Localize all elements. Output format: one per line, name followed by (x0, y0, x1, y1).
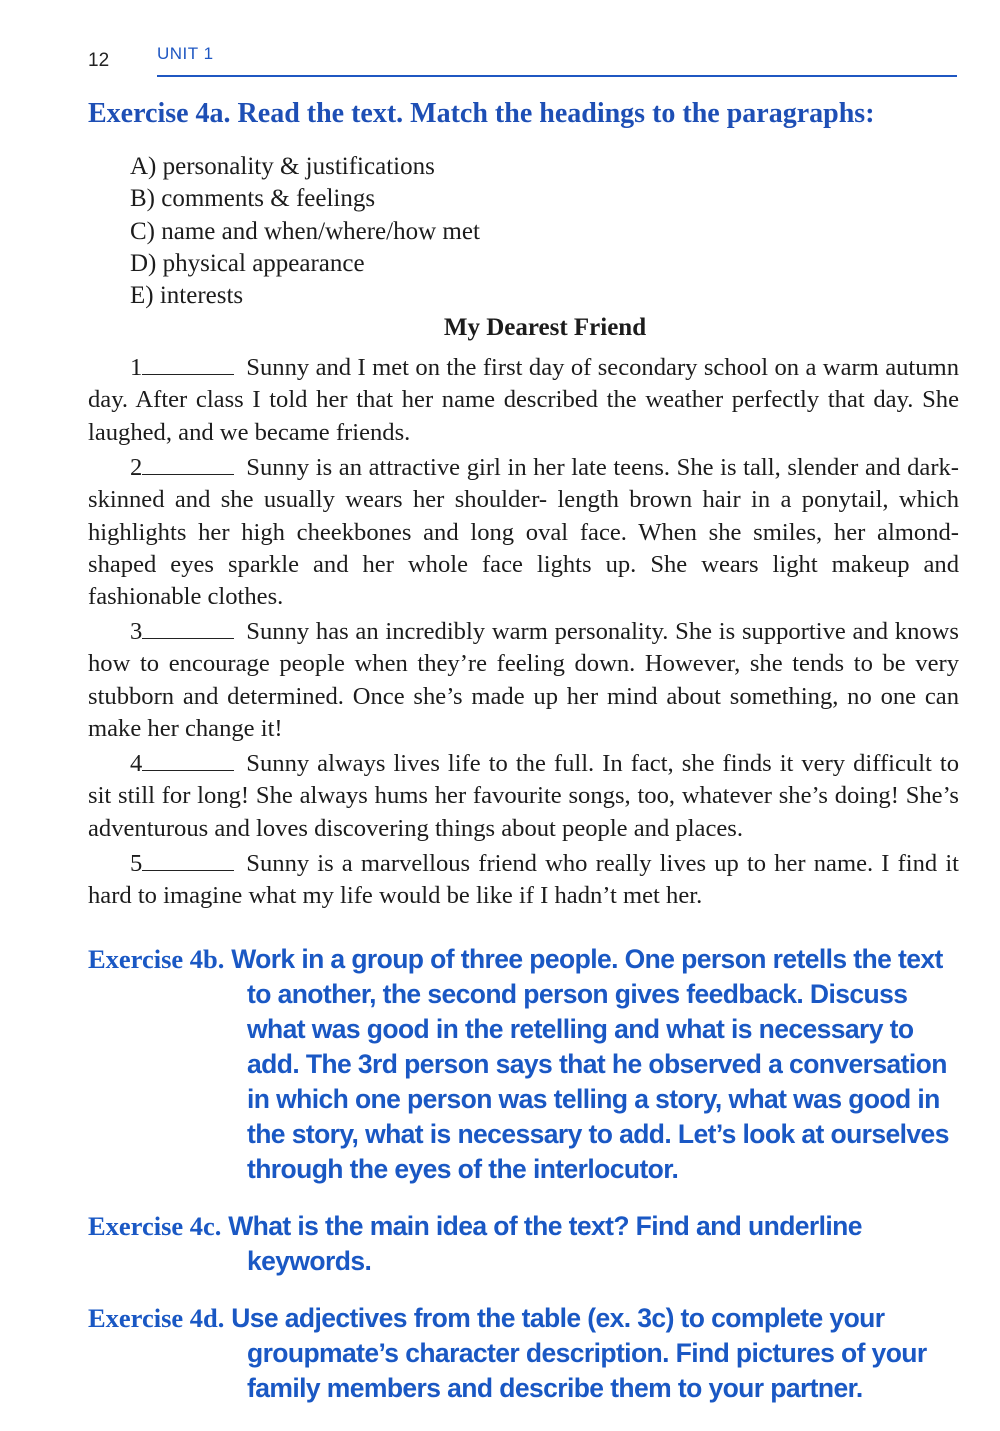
paragraph-number: 3 (130, 618, 143, 645)
unit-label: UNIT 1 (157, 44, 214, 63)
paragraph-4 (88, 748, 959, 845)
paragraph-1 (88, 352, 959, 449)
paragraph-number: 4 (130, 750, 143, 777)
header-rule (157, 75, 957, 77)
exercise-4b-label: Exercise 4b. (88, 944, 225, 974)
heading-option-a: A) personality & justifications (130, 153, 435, 180)
paragraph-text: Sunny is an attractive girl in her late teens. She is tall, slender and dark-skinned and she usually wears her shoulder- length brown hair in a ponytail, which highlights her high cheekbones and long oval face. When she smiles, her almond- shaped eyes sparkle and her whole face lights up. She wears light makeup and fashionable clothes. (88, 454, 959, 611)
exercise-4d-text: groupmate’s character description. Find pictures of your family members and describe them to your partner. (247, 1338, 927, 1403)
exercise-4d (88, 1301, 968, 1406)
paragraph-number: 1 (130, 354, 143, 381)
exercise-4b (88, 942, 968, 1187)
exercise-4b-first-line: Work in a group of three people. One person retells the text (231, 944, 943, 974)
paragraph-number: 2 (130, 454, 143, 481)
page-number: 12 (88, 50, 110, 71)
exercise-4c-label: Exercise 4c. (88, 1211, 222, 1241)
exercise-4d-first-line: Use adjectives from the table (ex. 3c) to complete your (231, 1303, 885, 1333)
text-title: My Dearest Friend (443, 314, 647, 341)
exercise-4d-label: Exercise 4d. (88, 1303, 225, 1333)
exercise-4a-title-text: Exercise 4a. Read the text. Match the headings to the paragraphs: (88, 98, 875, 129)
exercise-4b-lead (88, 942, 968, 977)
exercise-4c (88, 1209, 968, 1279)
answer-blank (142, 354, 234, 375)
paragraph-text: Sunny is a marvellous friend who really lives up to her name. I find it hard to imagine what my life would be like if I hadn’t met her. (88, 850, 959, 910)
paragraph-3 (88, 616, 959, 745)
answer-blank (142, 750, 234, 771)
paragraph-number: 5 (130, 850, 143, 877)
exercise-4c-first-line: What is the main idea of the text? Find and underline (228, 1211, 862, 1241)
exercise-4a-title (88, 96, 875, 131)
exercise-4b-text: to another, the second person gives feedback. Discuss what was good in the retelling and what is necessary to add. The 3rd person says that he observed a conversation in which one person was telling a story, what was good in the story, what is necessary to add. Let’s look at ourselves through the eyes of the interlocutor. (247, 979, 949, 1184)
paragraph-text: Sunny and I met on the first day of secondary school on a warm autumn day. After class I told her that her name described the weather perfectly that day. She laughed, and we became friends. (88, 354, 959, 446)
paragraph-5 (88, 848, 959, 913)
answer-blank (142, 618, 234, 639)
paragraph-text: Sunny has an incredibly warm personality. She is supportive and knows how to encourage people when they’re feeling down. However, she tends to be very stubborn and determined. Once she’s made up her mind about something, no one can make her change it! (88, 618, 959, 742)
heading-option-d: D) physical appearance (130, 249, 365, 277)
exercise-4d-lead (88, 1301, 968, 1336)
heading-option-c: C) name and when/where/how met (130, 217, 480, 245)
paragraph-text: Sunny always lives life to the full. In fact, she finds it very difficult to sit still for long! She always hums her favourite songs, too, whatever she’s doing! She’s adventurous and loves discovering things about people and places. (88, 750, 959, 842)
heading-option-b: B) comments & feelings (130, 185, 376, 213)
answer-blank (142, 850, 234, 871)
answer-blank (142, 454, 234, 475)
heading-option-e: E) interests (130, 282, 244, 310)
headings-list (130, 151, 480, 312)
exercise-4c-text: keywords. (247, 1246, 372, 1276)
exercise-4c-lead (88, 1209, 968, 1244)
paragraph-2 (88, 452, 959, 613)
